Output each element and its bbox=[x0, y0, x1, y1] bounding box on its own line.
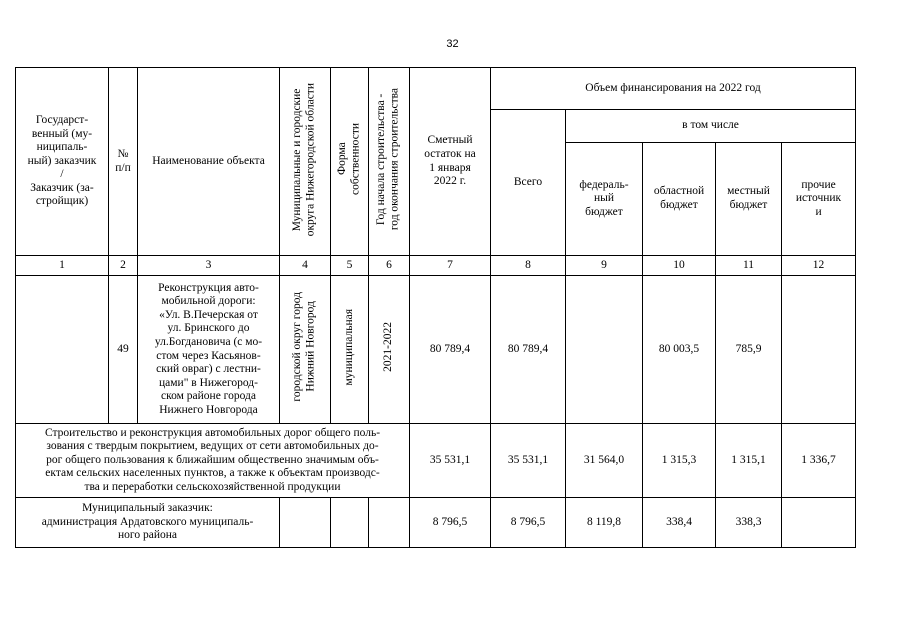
column-number: 12 bbox=[782, 256, 856, 276]
header-other: прочие источник и bbox=[782, 143, 856, 256]
cell-other: 1 336,7 bbox=[782, 424, 856, 498]
cell-years bbox=[369, 498, 410, 548]
column-number: 2 bbox=[109, 256, 138, 276]
header-object-name: Наименование объекта bbox=[138, 68, 280, 256]
cell-local: 1 315,1 bbox=[716, 424, 782, 498]
header-federal: федераль- ный бюджет bbox=[566, 143, 643, 256]
column-number: 3 bbox=[138, 256, 280, 276]
column-number: 6 bbox=[369, 256, 410, 276]
cell-federal: 31 564,0 bbox=[566, 424, 643, 498]
column-number: 1 bbox=[16, 256, 109, 276]
cell-other bbox=[782, 498, 856, 548]
cell-federal: 8 119,8 bbox=[566, 498, 643, 548]
financing-table bbox=[15, 67, 856, 548]
column-number: 4 bbox=[280, 256, 331, 276]
cell-estimate-balance: 35 531,1 bbox=[410, 424, 491, 498]
cell-object-name: Реконструкция авто- мобильной дороги: «Ул. В.Печерская от ул. Бринского до ул.Богдановича (с мо- стом через Касьянов- ский овраг) с лестни- цами" в Нижегород- ском районе города Нижнего Новгорода bbox=[138, 276, 280, 424]
cell-district: городской округ город Нижний Новгород bbox=[280, 276, 331, 424]
column-number-row bbox=[16, 256, 856, 276]
column-number: 8 bbox=[491, 256, 566, 276]
cell-customer bbox=[16, 276, 109, 424]
header-total: Всего bbox=[491, 110, 566, 256]
cell-local: 785,9 bbox=[716, 276, 782, 424]
header-including: в том числе bbox=[566, 110, 856, 143]
cell-regional: 80 003,5 bbox=[643, 276, 716, 424]
cell-regional: 1 315,3 bbox=[643, 424, 716, 498]
cell-group-title: Строительство и реконструкция автомобильных дорог общего поль- зования с твердым покрытием, ведущих от сети автомобильных до- рог общего пользования к ближайшим общественно значимым объ- ектам сельских населенных пунктов, а также к объектам производс- тва и переработки сельскохозяйственной продукции bbox=[16, 424, 410, 498]
table-row-49 bbox=[16, 276, 856, 424]
column-number: 10 bbox=[643, 256, 716, 276]
header-regional: областной бюджет bbox=[643, 143, 716, 256]
header-years: Год начала строительства - год окончания строительства bbox=[369, 68, 410, 256]
cell-total: 80 789,4 bbox=[491, 276, 566, 424]
cell-district bbox=[280, 498, 331, 548]
header-number: № п/п bbox=[109, 68, 138, 256]
cell-total: 8 796,5 bbox=[491, 498, 566, 548]
cell-federal bbox=[566, 276, 643, 424]
header-customer: Государст- венный (му- ниципаль- ный) заказчик / Заказчик (за- стройщик) bbox=[16, 68, 109, 256]
page-number: 32 bbox=[446, 38, 459, 50]
table-row-group bbox=[16, 424, 856, 498]
table-row-customer bbox=[16, 498, 856, 548]
cell-number: 49 bbox=[109, 276, 138, 424]
cell-ownership: муниципальная bbox=[331, 276, 369, 424]
cell-estimate-balance: 80 789,4 bbox=[410, 276, 491, 424]
header-local: местный бюджет bbox=[716, 143, 782, 256]
cell-years: 2021-2022 bbox=[369, 276, 410, 424]
header-estimate-balance: Сметный остаток на 1 января 2022 г. bbox=[410, 68, 491, 256]
cell-other bbox=[782, 276, 856, 424]
cell-estimate-balance: 8 796,5 bbox=[410, 498, 491, 548]
cell-regional: 338,4 bbox=[643, 498, 716, 548]
header-district: Муниципальные и городские округа Нижегородской области bbox=[280, 68, 331, 256]
column-number: 11 bbox=[716, 256, 782, 276]
cell-total: 35 531,1 bbox=[491, 424, 566, 498]
header-ownership: Форма собственности bbox=[331, 68, 369, 256]
header-funding-group: Объем финансирования на 2022 год bbox=[491, 68, 856, 110]
column-number: 7 bbox=[410, 256, 491, 276]
cell-local: 338,3 bbox=[716, 498, 782, 548]
column-number: 9 bbox=[566, 256, 643, 276]
cell-customer-title: Муниципальный заказчик: администрация Ардатовского муниципаль- ного района bbox=[16, 498, 280, 548]
cell-ownership bbox=[331, 498, 369, 548]
column-number: 5 bbox=[331, 256, 369, 276]
